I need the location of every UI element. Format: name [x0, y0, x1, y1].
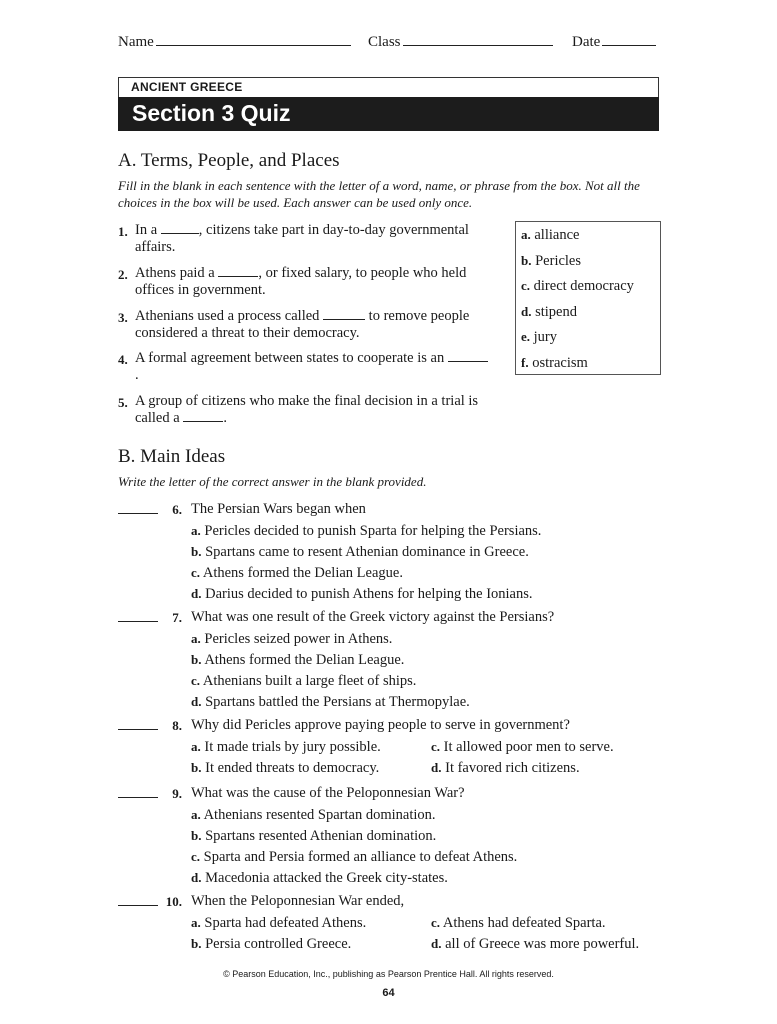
question-block [118, 500, 663, 605]
word-bank-box [515, 221, 661, 375]
fill-in-item [118, 393, 488, 427]
answer-blank[interactable] [118, 729, 158, 730]
option-text: Macedonia attacked the Greek city-states. [205, 870, 448, 886]
answer-blank[interactable] [118, 513, 158, 514]
class-field[interactable] [368, 32, 553, 51]
answer-option [191, 692, 470, 712]
answer-option [191, 805, 436, 825]
option-row [118, 521, 663, 542]
section-b-instructions: Write the letter of the correct answer in the blank provided. [118, 474, 427, 489]
answer-blank[interactable] [118, 797, 158, 798]
question-number: 8. [172, 718, 182, 733]
question-number: 6. [172, 502, 182, 517]
answer-option [191, 650, 404, 670]
item-text [135, 265, 488, 299]
answer-option [191, 758, 379, 778]
word-bank-choice [521, 251, 660, 277]
option-letter: b. [191, 544, 202, 559]
choice-letter: d. [521, 303, 532, 319]
item-number: 1. [118, 224, 128, 239]
option-text: Sparta had defeated Athens. [204, 915, 367, 931]
item-text-before: A group of citizens who make the final decision in a trial is called a [135, 393, 479, 426]
option-letter: d. [191, 694, 202, 709]
choice-letter: f. [521, 354, 529, 370]
option-row [118, 758, 663, 779]
word-bank-choice [521, 276, 660, 302]
choice-text: ostracism [532, 354, 588, 371]
choice-letter: e. [521, 329, 531, 344]
answer-blank[interactable] [161, 222, 199, 234]
item-text [135, 393, 488, 427]
option-text: Pericles seized power in Athens. [204, 631, 393, 647]
fill-in-item [118, 222, 488, 256]
option-text: Pericles decided to punish Sparta for helping the Persians. [204, 523, 542, 539]
item-text-after: , or fixed salary, to people who held offices in government. [135, 265, 467, 298]
question-block [118, 608, 663, 713]
item-text-after: to remove people considered a threat to their democracy. [135, 308, 470, 341]
question-block [118, 716, 663, 779]
item-text-before: Athenians used a process called [135, 308, 324, 324]
item-text-after: , citizens take part in day-to-day governmental affairs. [135, 222, 469, 255]
option-row [118, 671, 663, 692]
option-text: It ended threats to democracy. [205, 760, 380, 776]
choice-letter: a. [521, 227, 531, 242]
option-row [118, 692, 663, 713]
choice-text: direct democracy [533, 278, 634, 294]
word-bank-choice [521, 353, 660, 379]
answer-blank[interactable] [323, 308, 365, 320]
item-number: 5. [118, 395, 128, 410]
option-row [118, 913, 663, 934]
question-row [118, 500, 663, 521]
answer-blank[interactable] [183, 410, 223, 422]
option-row [118, 584, 663, 605]
word-bank-choice [521, 327, 660, 353]
item-text [135, 308, 488, 342]
page-number: 64 [382, 987, 395, 999]
answer-option [191, 671, 416, 691]
option-row [118, 805, 663, 826]
question-number: 7. [172, 610, 182, 625]
question-text: When the Peloponnesian War ended, [191, 893, 405, 909]
option-text: Sparta and Persia formed an alliance to defeat Athens. [203, 849, 518, 865]
option-row [118, 826, 663, 847]
name-blank[interactable] [156, 32, 351, 46]
option-text: Persia controlled Greece. [205, 936, 352, 952]
fill-in-item [118, 308, 488, 342]
item-text [135, 222, 488, 256]
answer-option [191, 563, 403, 583]
option-letter: a. [191, 739, 201, 754]
option-letter: c. [191, 849, 201, 864]
option-letter: d. [431, 936, 442, 951]
answer-option [191, 521, 541, 541]
option-row [118, 629, 663, 650]
option-row [118, 737, 663, 758]
name-field[interactable] [118, 32, 351, 51]
option-letter: d. [191, 586, 202, 601]
date-label: Date [572, 34, 601, 50]
option-letter: a. [191, 523, 201, 538]
section-a-heading: A. Terms, People, and Places [118, 150, 340, 171]
option-text: It made trials by jury possible. [204, 739, 381, 755]
option-row [118, 868, 663, 889]
option-text: Darius decided to punish Athens for helping the Ionians. [205, 586, 533, 602]
option-text: Spartans battled the Persians at Thermopylae. [205, 694, 470, 710]
question-row [118, 892, 663, 913]
option-text: Spartans resented Athenian domination. [205, 828, 437, 844]
question-text: Why did Pericles approve paying people to serve in government? [191, 717, 570, 733]
option-letter: b. [191, 760, 202, 775]
section-a-instructions: Fill in the blank in each sentence with the letter of a word, name, or phrase from the box. Not all the choices in the box will be used. Each answer can be used only once. [118, 178, 640, 210]
item-text-before: In a [135, 222, 161, 238]
answer-option [191, 584, 533, 604]
item-text-after: . [135, 367, 139, 383]
answer-option [191, 629, 392, 649]
option-letter: a. [191, 807, 201, 822]
class-blank[interactable] [403, 32, 553, 46]
copyright-notice: © Pearson Education, Inc., publishing as Pearson Prentice Hall. All rights reserved. [223, 969, 554, 979]
date-blank[interactable] [602, 32, 656, 46]
choice-text: Pericles [535, 252, 582, 269]
item-number: 2. [118, 267, 128, 282]
question-row [118, 608, 663, 629]
answer-option [431, 913, 606, 933]
option-letter: c. [191, 565, 201, 580]
question-number: 10. [165, 894, 182, 909]
answer-option [191, 826, 436, 846]
answer-option [431, 934, 639, 954]
option-letter: a. [191, 915, 201, 930]
option-letter: d. [191, 870, 202, 885]
option-letter: b. [191, 652, 202, 667]
answer-option [191, 913, 366, 933]
answer-option [191, 542, 529, 562]
class-label: Class [368, 34, 401, 50]
option-row [118, 563, 663, 584]
choice-letter: c. [521, 278, 531, 293]
item-text-before: Athens paid a [135, 265, 219, 281]
option-letter: a. [191, 631, 201, 646]
question-text: What was the cause of the Peloponnesian War? [191, 785, 465, 801]
option-row [118, 847, 663, 868]
option-letter: b. [191, 936, 202, 951]
question-block [118, 892, 663, 955]
name-label: Name [118, 34, 154, 50]
answer-blank[interactable] [218, 265, 258, 277]
choice-text: stipend [535, 303, 577, 320]
item-text-after: . [223, 410, 227, 426]
item-number: 3. [118, 310, 128, 325]
item-text [135, 350, 488, 384]
choice-text: alliance [534, 227, 580, 243]
option-letter: c. [191, 673, 201, 688]
question-row [118, 716, 663, 737]
option-row [118, 542, 663, 563]
answer-blank[interactable] [118, 621, 158, 622]
option-letter: c. [431, 739, 441, 754]
option-text: It favored rich citizens. [445, 760, 580, 776]
answer-option [431, 758, 580, 778]
option-text: Athenians resented Spartan domination. [203, 807, 436, 823]
section-b-heading: B. Main Ideas [118, 446, 226, 467]
option-text: It allowed poor men to serve. [443, 739, 614, 755]
option-row [118, 650, 663, 671]
option-text: all of Greece was more powerful. [445, 936, 640, 952]
option-text: Spartans came to resent Athenian dominance in Greece. [205, 544, 529, 560]
question-row [118, 784, 663, 805]
option-text: Athenians built a large fleet of ships. [202, 673, 417, 689]
answer-option [191, 847, 517, 867]
item-number: 4. [118, 352, 128, 367]
answer-option [191, 934, 351, 954]
question-text: What was one result of the Greek victory against the Persians? [191, 609, 555, 625]
choice-text: jury [533, 329, 558, 345]
option-letter: d. [431, 760, 442, 775]
word-bank-choice [521, 225, 660, 251]
word-bank-choice [521, 302, 660, 328]
answer-blank[interactable] [118, 905, 158, 906]
answer-option [191, 868, 448, 888]
question-block [118, 784, 663, 889]
option-letter: b. [191, 828, 202, 843]
choice-letter: b. [521, 252, 532, 268]
fill-in-item [118, 265, 488, 299]
date-field[interactable] [572, 32, 656, 51]
question-text: The Persian Wars began when [191, 501, 366, 517]
option-row [118, 934, 663, 955]
option-text: Athens had defeated Sparta. [442, 915, 606, 931]
option-text: Athens formed the Delian League. [204, 652, 405, 668]
answer-option [431, 737, 614, 757]
fill-in-item [118, 350, 488, 384]
question-number: 9. [172, 786, 182, 801]
option-text: Athens formed the Delian League. [202, 565, 403, 581]
option-letter: c. [431, 915, 441, 930]
page-title: Section 3 Quiz [118, 97, 659, 131]
answer-option [191, 737, 381, 757]
unit-label: ANCIENT GREECE [118, 77, 659, 97]
answer-blank[interactable] [448, 350, 488, 362]
item-text-before: A formal agreement between states to cooperate is an [135, 350, 448, 366]
